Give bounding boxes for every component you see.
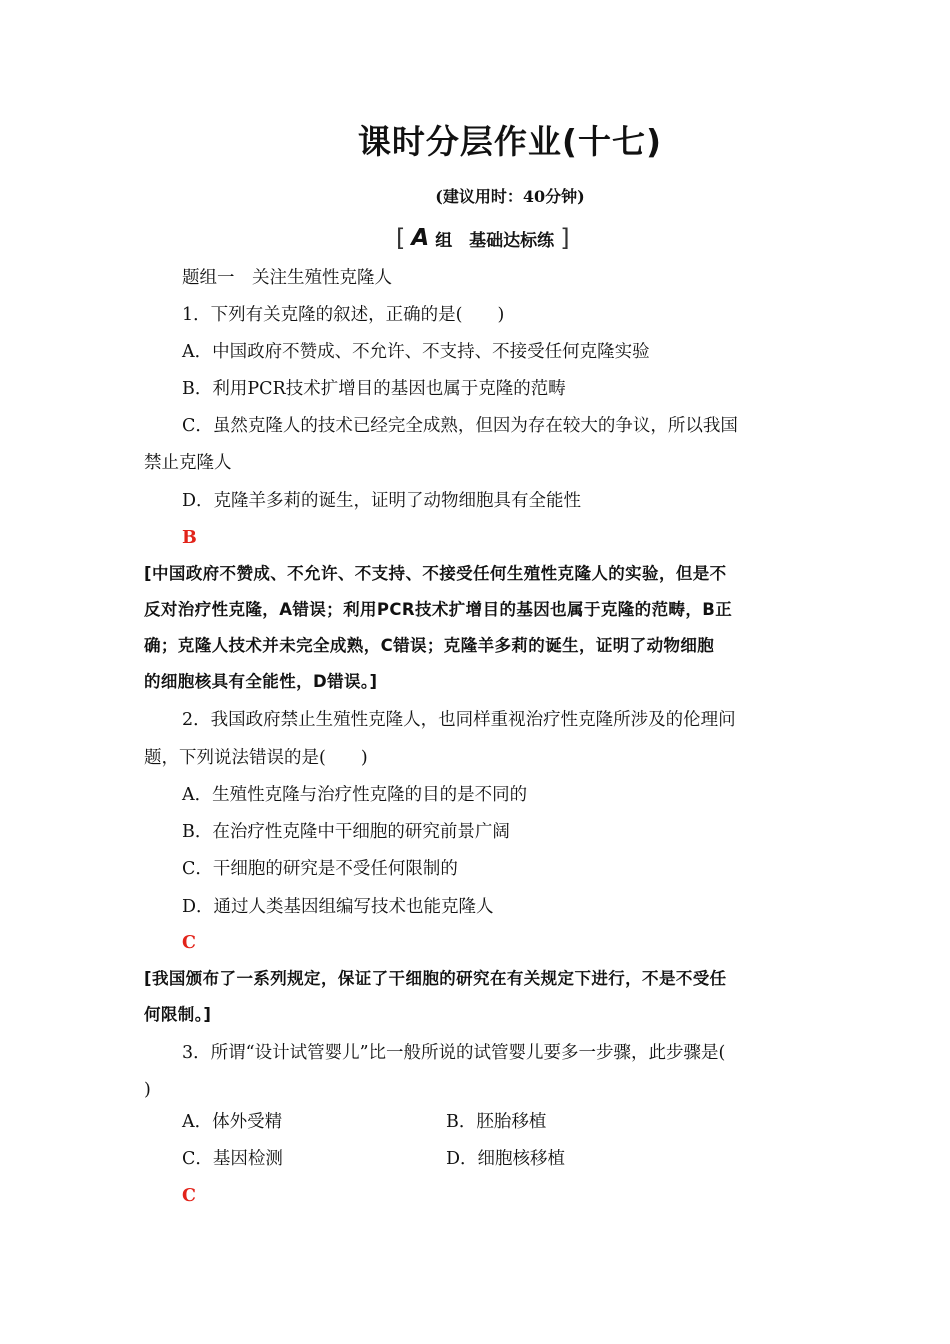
q1-option-a: A．中国政府不赞成、不允许、不支持、不接受任何克隆实验 bbox=[182, 342, 650, 362]
q1-explanation-3: 确；克隆人技术并未完全成熟，C错误；克隆羊多莉的诞生，证明了动物细胞 bbox=[144, 636, 715, 655]
q3-answer: C bbox=[182, 1186, 196, 1206]
q2-option-d: D．通过人类基因组编写技术也能克隆人 bbox=[182, 897, 494, 917]
q2-option-a: A．生殖性克隆与治疗性克隆的目的是不同的 bbox=[182, 785, 528, 805]
q3-option-b: B．胚胎移植 bbox=[446, 1112, 547, 1132]
q2-stem: 2．我国政府禁止生殖性克隆人，也同样重视治疗性克隆所涉及的伦理问 bbox=[182, 710, 736, 730]
q3-option-a: A．体外受精 bbox=[182, 1112, 283, 1132]
q2-stem-cont: 题，下列说法错误的是( ) bbox=[144, 748, 368, 768]
bracket-right: ] bbox=[560, 224, 570, 252]
section-heading: 题组一 关注生殖性克隆人 bbox=[182, 268, 392, 288]
page-title: 课时分层作业(十七) bbox=[357, 122, 663, 161]
bracket-left: [ bbox=[396, 224, 406, 252]
q2-explanation-1: [我国颁布了一系列规定，保证了干细胞的研究在有关规定下进行，不是不受任 bbox=[144, 969, 727, 988]
q1-stem: 1．下列有关克隆的叙述，正确的是( ) bbox=[182, 305, 505, 325]
q3-option-c: C．基因检测 bbox=[182, 1149, 283, 1169]
group-label: 组 基础达标练 bbox=[435, 230, 555, 251]
q1-explanation-1: [中国政府不赞成、不允许、不支持、不接受任何生殖性克隆人的实验，但是不 bbox=[144, 564, 727, 583]
q1-answer: B bbox=[182, 528, 197, 548]
suggested-time: (建议用时：40分钟) bbox=[435, 187, 585, 206]
q1-option-c: C．虽然克隆人的技术已经完全成熟，但因为存在较大的争议，所以我国 bbox=[182, 416, 738, 436]
q3-option-d: D．细胞核移植 bbox=[446, 1149, 566, 1169]
q2-option-b: B．在治疗性克隆中干细胞的研究前景广阔 bbox=[182, 822, 510, 842]
q3-stem: 3．所谓“设计试管婴儿”比一般所说的试管婴儿要多一步骤，此步骤是( bbox=[182, 1043, 726, 1063]
q1-explanation-2: 反对治疗性克隆，A错误；利用PCR技术扩增目的基因也属于克隆的范畴，B正 bbox=[144, 600, 733, 619]
q1-option-d: D．克隆羊多莉的诞生，证明了动物细胞具有全能性 bbox=[182, 491, 582, 511]
group-letter: A bbox=[411, 225, 430, 251]
q1-option-b: B．利用PCR技术扩增目的基因也属于克隆的范畴 bbox=[182, 379, 566, 399]
q2-answer: C bbox=[182, 933, 196, 953]
q1-explanation-4: 的细胞核具有全能性，D错误。] bbox=[144, 672, 378, 691]
q2-option-c: C．干细胞的研究是不受任何限制的 bbox=[182, 859, 458, 879]
q1-option-c-cont: 禁止克隆人 bbox=[144, 453, 232, 473]
group-banner bbox=[396, 224, 570, 252]
q2-explanation-2: 何限制。] bbox=[144, 1005, 212, 1024]
q3-stem-cont: ) bbox=[144, 1080, 151, 1100]
